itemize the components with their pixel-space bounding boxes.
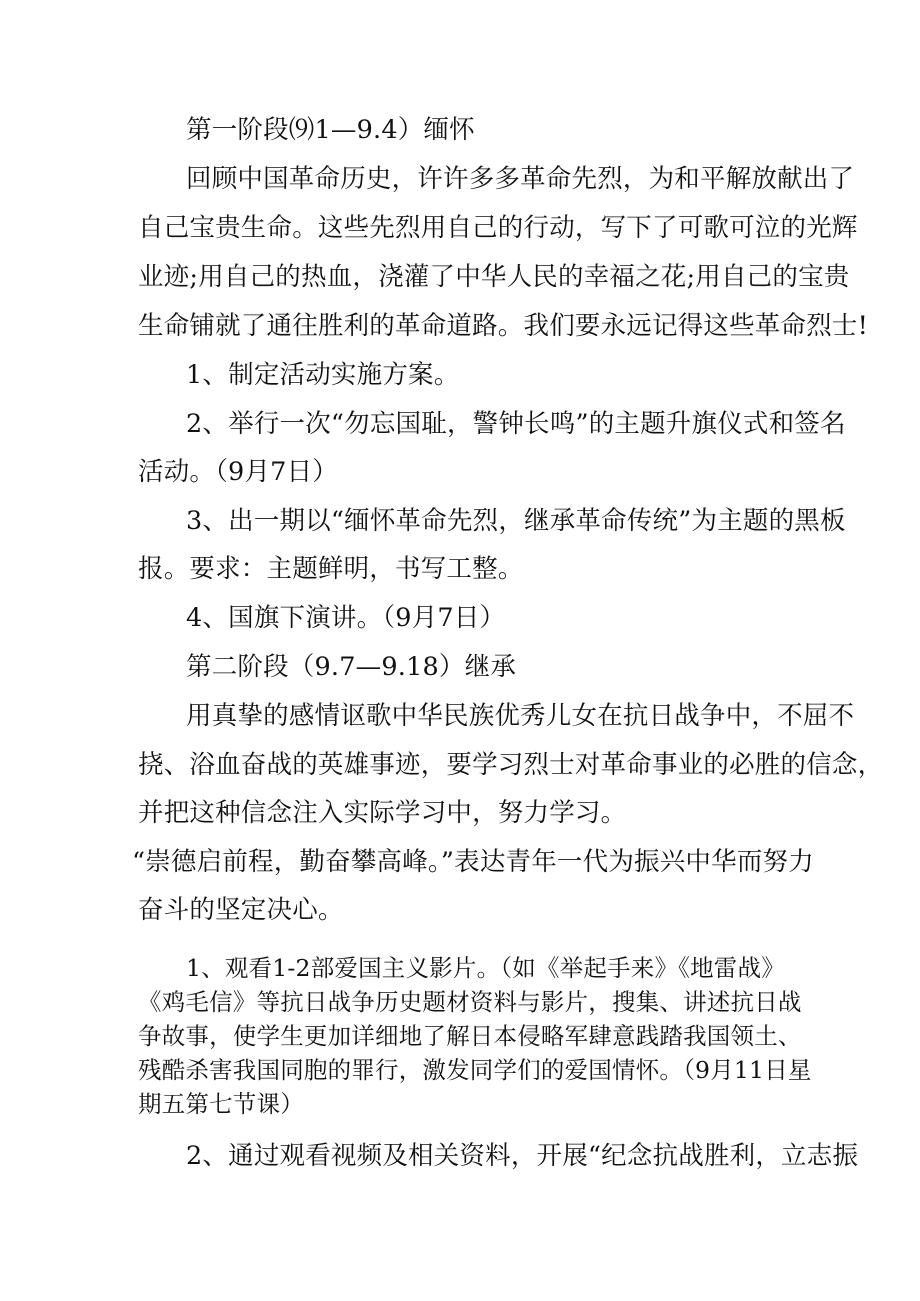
- stage1-item: 活动。（9月7日）: [138, 457, 338, 487]
- stage1-item: 4、国旗下演讲。（9月7日）: [186, 603, 506, 633]
- stage1-item: 3、出一期以“缅怀革命先烈，继承革命传统”为主题的黑板: [186, 506, 846, 536]
- stage1-item: 报。要求：主题鲜明，书写工整。: [138, 554, 524, 584]
- stage1-item: 2、举行一次“勿忘国耻，警钟长鸣”的主题升旗仪式和签名: [186, 409, 846, 439]
- stage2-item1-line: 《鸡毛信》等抗日战争历史题材资料与影片，搜集、讲述抗日战: [138, 988, 802, 1016]
- stage1-intro-line: 自己宝贵生命。这些先烈用自己的行动，写下了可歌可泣的光辉: [138, 213, 858, 243]
- stage2-item1-line: 残酷杀害我国同胞的罪行，激发同学们的爱国情怀。（9月11日星: [138, 1056, 812, 1084]
- stage2-intro-line: 用真挚的感情讴歌中华民族优秀儿女在抗日战争中，不屈不: [186, 701, 855, 731]
- stage2-quote-line: 奋斗的坚定决心。: [138, 895, 344, 925]
- stage2-item1-line: 1、观看1-2部爱国主义影片。（如《举起手来》《地雷战》: [186, 954, 785, 982]
- stage1-intro-line: 业迹;用自己的热血，浇灌了中华人民的幸福之花;用自己的宝贵: [138, 262, 850, 292]
- stage1-intro-line: 生命铺就了通往胜利的革命道路。我们要永远记得这些革命烈士!: [138, 311, 869, 341]
- stage2-item1-line: 期五第七节课）: [138, 1090, 304, 1118]
- stage2-item1-line: 争故事，使学生更加详细地了解日本侵略军肆意践踏我国领土、: [138, 1022, 802, 1050]
- stage2-item2-line: 2、通过观看视频及相关资料，开展“纪念抗战胜利，立志振: [186, 1141, 859, 1171]
- stage2-heading: 第二阶段（9.7—9.18）继承: [186, 652, 517, 682]
- stage1-intro-line: 回顾中国革命历史，许许多多革命先烈，为和平解放献出了: [186, 164, 855, 194]
- stage2-intro-line: 挠、浴血奋战的英雄事迹，要学习烈士对革命事业的必胜的信念，: [138, 750, 884, 780]
- stage1-heading: 第一阶段⑼1—9.4）缅怀: [186, 115, 475, 145]
- stage2-quote-line: “崇德启前程，勤奋攀高峰。”表达青年一代为振兴中华而努力: [132, 847, 814, 877]
- stage2-intro-line: 并把这种信念注入实际学习中，努力学习。: [138, 798, 627, 828]
- stage1-item: 1、制定活动实施方案。: [186, 360, 460, 390]
